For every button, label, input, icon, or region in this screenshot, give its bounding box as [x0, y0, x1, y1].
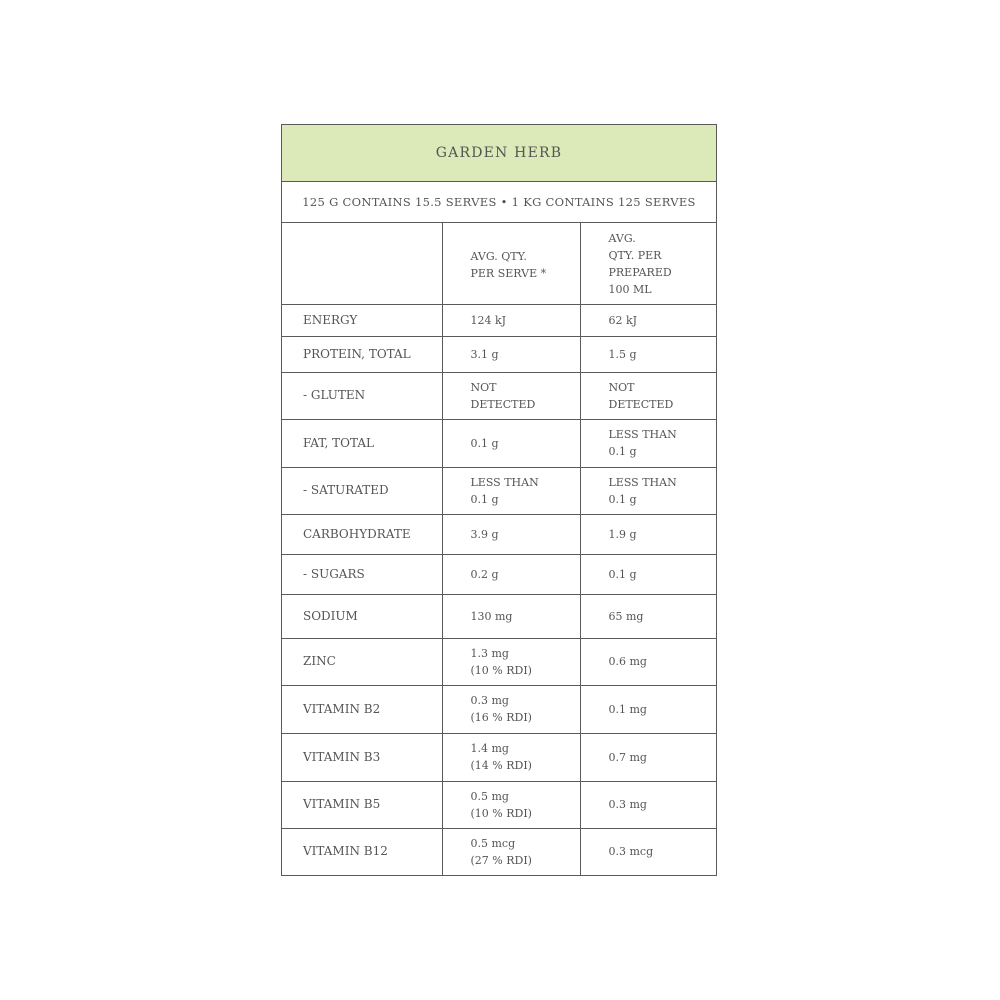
per-100ml-cell [580, 372, 716, 419]
nutrient-name-cell: - GLUTEN [282, 372, 442, 419]
cell-value-line: 0.2 g [470, 567, 499, 581]
cell-value-line: (10 % RDI) [470, 663, 532, 677]
nutrient-name-cell: VITAMIN B5 [282, 781, 442, 828]
per-100ml-cell [580, 554, 716, 594]
header-per-100ml-line: QTY. PER [608, 248, 662, 262]
nutrition-panel [281, 124, 717, 876]
header-per-100ml-cell [580, 223, 716, 304]
per-serve-cell [442, 638, 580, 685]
per-100ml-cell [580, 419, 716, 467]
cell-value-line: 0.1 g [470, 492, 499, 506]
cell-value-line: 1.5 g [608, 347, 637, 361]
per-serve-cell [442, 685, 580, 733]
cell-value-line: LESS THAN [470, 475, 539, 489]
per-100ml-cell [580, 467, 716, 514]
cell-value-line: 0.1 g [608, 492, 637, 506]
table-row [282, 733, 716, 781]
cell-value-line: 1.9 g [608, 527, 637, 541]
nutrient-name-cell: - SATURATED [282, 467, 442, 514]
cell-value-line: 0.6 mg [608, 655, 647, 668]
nutrition-table [282, 223, 716, 875]
cell-value-line: 0.1 mg [608, 702, 647, 716]
nutrient-name-cell: FAT, TOTAL [282, 419, 442, 467]
per-serve-cell [442, 554, 580, 594]
cell-value-line: 62 kJ [608, 313, 638, 327]
table-row [282, 467, 716, 514]
cell-value-line: 1.3 mg [470, 646, 509, 660]
cell-value-line: (16 % RDI) [470, 711, 532, 724]
per-100ml-cell [580, 733, 716, 781]
per-100ml-cell [580, 594, 716, 638]
per-serve-cell [442, 828, 580, 875]
cell-value-line: NOT [608, 380, 635, 394]
table-row [282, 514, 716, 554]
per-100ml-cell [580, 514, 716, 554]
cell-value-line: (27 % RDI) [470, 853, 532, 867]
per-100ml-cell [580, 304, 716, 336]
cell-value-line: 130 mg [470, 609, 513, 623]
cell-value-line: LESS THAN [608, 428, 677, 441]
nutrient-name-cell: - SUGARS [282, 554, 442, 594]
header-per-serve-cell [442, 223, 580, 304]
cell-value-line: NOT [470, 380, 497, 394]
nutrition-table-body [282, 223, 716, 875]
per-serve-cell [442, 336, 580, 372]
table-row [282, 638, 716, 685]
cell-value-line: 0.3 mg [470, 694, 509, 707]
nutrient-name-cell: VITAMIN B3 [282, 733, 442, 781]
per-serve-cell [442, 419, 580, 467]
table-row [282, 781, 716, 828]
cell-value-line: LESS THAN [608, 475, 677, 489]
cell-value-line: 0.5 mg [470, 789, 509, 803]
header-per-serve-line: AVG. QTY. [470, 249, 527, 263]
cell-value-line: 124 kJ [470, 313, 507, 327]
cell-value-line: DETECTED [470, 397, 536, 411]
table-header-row [282, 223, 716, 304]
table-row [282, 372, 716, 419]
nutrient-name-cell: PROTEIN, TOTAL [282, 336, 442, 372]
per-serve-cell [442, 781, 580, 828]
cell-value-line: 0.3 mcg [608, 845, 654, 859]
nutrient-name-cell: SODIUM [282, 594, 442, 638]
cell-value-line: 0.1 g [470, 436, 499, 450]
per-serve-cell [442, 372, 580, 419]
per-100ml-cell [580, 828, 716, 875]
table-row [282, 828, 716, 875]
cell-value-line: 3.1 g [470, 347, 499, 361]
cell-value-line: 0.1 g [608, 445, 637, 458]
per-serve-cell [442, 304, 580, 336]
cell-value-line: 3.9 g [470, 527, 499, 541]
per-serve-cell [442, 733, 580, 781]
per-serve-cell [442, 594, 580, 638]
cell-value-line: 0.3 mg [608, 798, 647, 811]
table-row [282, 554, 716, 594]
header-per-100ml-line: PREPARED [608, 265, 672, 279]
per-100ml-cell [580, 685, 716, 733]
table-row [282, 685, 716, 733]
cell-value-line: DETECTED [608, 397, 674, 411]
table-row [282, 304, 716, 336]
header-per-serve-line: PER SERVE * [470, 266, 547, 280]
nutrient-name-cell: CARBOHYDRATE [282, 514, 442, 554]
per-serve-cell [442, 514, 580, 554]
cell-value-line: (10 % RDI) [470, 806, 532, 820]
cell-value-line: (14 % RDI) [470, 759, 532, 772]
table-row [282, 336, 716, 372]
cell-value-line: 65 mg [608, 609, 644, 623]
cell-value-line: 1.4 mg [470, 742, 509, 755]
cell-value-line: 0.7 mg [608, 750, 647, 764]
nutrient-name-cell: ZINC [282, 638, 442, 685]
nutrient-name-cell: VITAMIN B2 [282, 685, 442, 733]
nutrient-name-cell: ENERGY [282, 304, 442, 336]
cell-value-line: 0.5 mcg [470, 836, 516, 850]
per-serve-cell [442, 467, 580, 514]
nutrient-name-cell: VITAMIN B12 [282, 828, 442, 875]
per-100ml-cell [580, 781, 716, 828]
table-row [282, 594, 716, 638]
serves-line: 125 G CONTAINS 15.5 SERVES • 1 KG CONTAINS 125 SERVES [282, 182, 716, 223]
panel-title: GARDEN HERB [282, 125, 716, 182]
per-100ml-cell [580, 336, 716, 372]
header-nutrient-cell [282, 223, 442, 304]
header-per-100ml-line: 100 ML [608, 282, 652, 296]
header-per-100ml-line: AVG. [608, 231, 636, 245]
cell-value-line: 0.1 g [608, 567, 637, 581]
table-row [282, 419, 716, 467]
per-100ml-cell [580, 638, 716, 685]
